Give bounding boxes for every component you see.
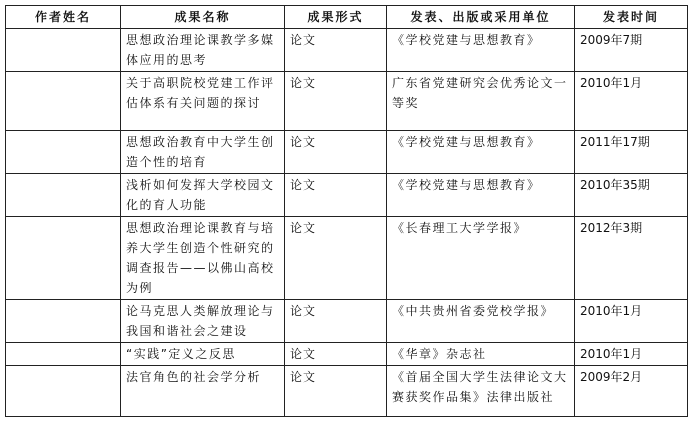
cell-title: 浅析如何发挥大学校园文化的育人功能 [121, 174, 285, 217]
cell-title: 思想政治教育中大学生创造个性的培育 [121, 131, 285, 174]
cell-unit: 《学校党建与思想教育》 [387, 131, 575, 174]
cell-author [6, 300, 121, 343]
cell-unit: 《长春理工大学学报》 [387, 217, 575, 300]
header-date: 发表时间 [575, 6, 688, 29]
table-row [6, 174, 688, 217]
cell-author [6, 343, 121, 366]
table-row [6, 131, 688, 174]
cell-date: 2010年1月 [575, 300, 688, 343]
cell-form: 论文 [285, 174, 387, 217]
cell-date: 2010年1月 [575, 343, 688, 366]
cell-date: 2009年7期 [575, 29, 688, 72]
cell-form: 论文 [285, 72, 387, 131]
cell-title: “实践”定义之反思 [121, 343, 285, 366]
cell-date: 2009年2月 [575, 366, 688, 417]
cell-unit: 《学校党建与思想教育》 [387, 29, 575, 72]
cell-title: 论马克思人类解放理论与我国和谐社会之建设 [121, 300, 285, 343]
cell-date: 2010年1月 [575, 72, 688, 131]
header-form: 成果形式 [285, 6, 387, 29]
cell-author [6, 174, 121, 217]
cell-unit: 《学校党建与思想教育》 [387, 174, 575, 217]
table-row [6, 300, 688, 343]
cell-title: 思想政治理论课教学多媒体应用的思考 [121, 29, 285, 72]
header-unit: 发表、出版或采用单位 [387, 6, 575, 29]
cell-author [6, 72, 121, 131]
cell-form: 论文 [285, 131, 387, 174]
cell-title: 法官角色的社会学分析 [121, 366, 285, 417]
header-title: 成果名称 [121, 6, 285, 29]
table-row [6, 366, 688, 417]
cell-form: 论文 [285, 343, 387, 366]
cell-unit: 广东省党建研究会优秀论文一等奖 [387, 72, 575, 131]
cell-form: 论文 [285, 300, 387, 343]
cell-author [6, 131, 121, 174]
cell-unit: 《中共贵州省委党校学报》 [387, 300, 575, 343]
cell-date: 2010年35期 [575, 174, 688, 217]
cell-form: 论文 [285, 366, 387, 417]
cell-title: 关于高职院校党建工作评估体系有关问题的探讨 [121, 72, 285, 131]
table-row [6, 217, 688, 300]
header-author: 作者姓名 [6, 6, 121, 29]
cell-unit: 《华章》杂志社 [387, 343, 575, 366]
results-table [5, 5, 688, 417]
header-row [6, 6, 688, 29]
table-row [6, 29, 688, 72]
cell-form: 论文 [285, 217, 387, 300]
cell-unit: 《首届全国大学生法律论文大赛获奖作品集》法律出版社 [387, 366, 575, 417]
cell-form: 论文 [285, 29, 387, 72]
table-row [6, 343, 688, 366]
cell-author [6, 366, 121, 417]
cell-date: 2011年17期 [575, 131, 688, 174]
cell-date: 2012年3期 [575, 217, 688, 300]
cell-title: 思想政治理论课教育与培养大学生创造个性研究的调查报告——以佛山高校为例 [121, 217, 285, 300]
cell-author [6, 29, 121, 72]
table-row [6, 72, 688, 131]
cell-author [6, 217, 121, 300]
